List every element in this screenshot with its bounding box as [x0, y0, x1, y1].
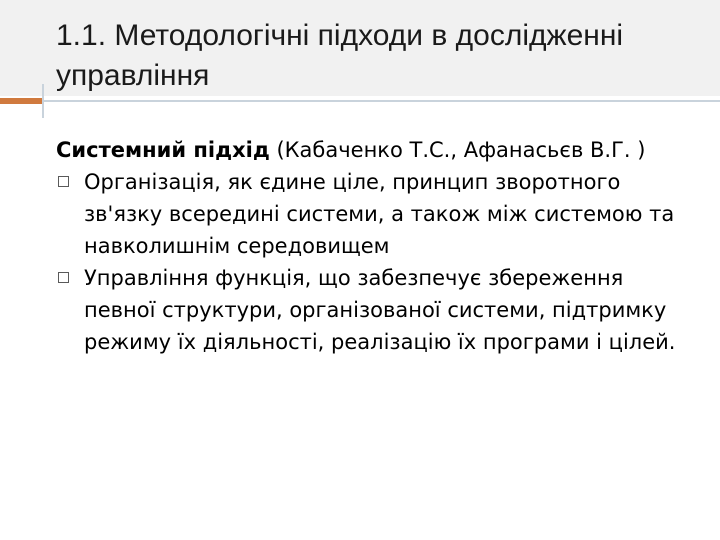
square-bullet-icon [58, 176, 69, 187]
slide-body [56, 134, 688, 358]
lead-paragraph [56, 134, 688, 166]
title-divider-tick [42, 84, 44, 118]
approach-term: Системний підхід [56, 138, 270, 162]
bullet-list [56, 166, 688, 358]
approach-authors: (Кабаченко Т.С., Афанасьєв В.Г. ) [269, 138, 646, 162]
title-divider-accent [0, 98, 42, 104]
slide-title: 1.1. Методологічні підходи в дослідженні управління [56, 19, 624, 92]
bullet-text: Організація, як єдине ціле, принцип зворотного зв'язку всередині системи, а також між системою та навколишнім середовищем [84, 170, 675, 258]
title-divider [42, 100, 720, 102]
bullet-item [56, 262, 688, 358]
square-bullet-icon [58, 272, 69, 283]
bullet-text: Управління функція, що забезпечує збереження певної структури, організованої системи, підтримку режиму їх діяльності, реалізацію їх програми і цілей. [84, 266, 676, 354]
bullet-item [56, 166, 688, 262]
